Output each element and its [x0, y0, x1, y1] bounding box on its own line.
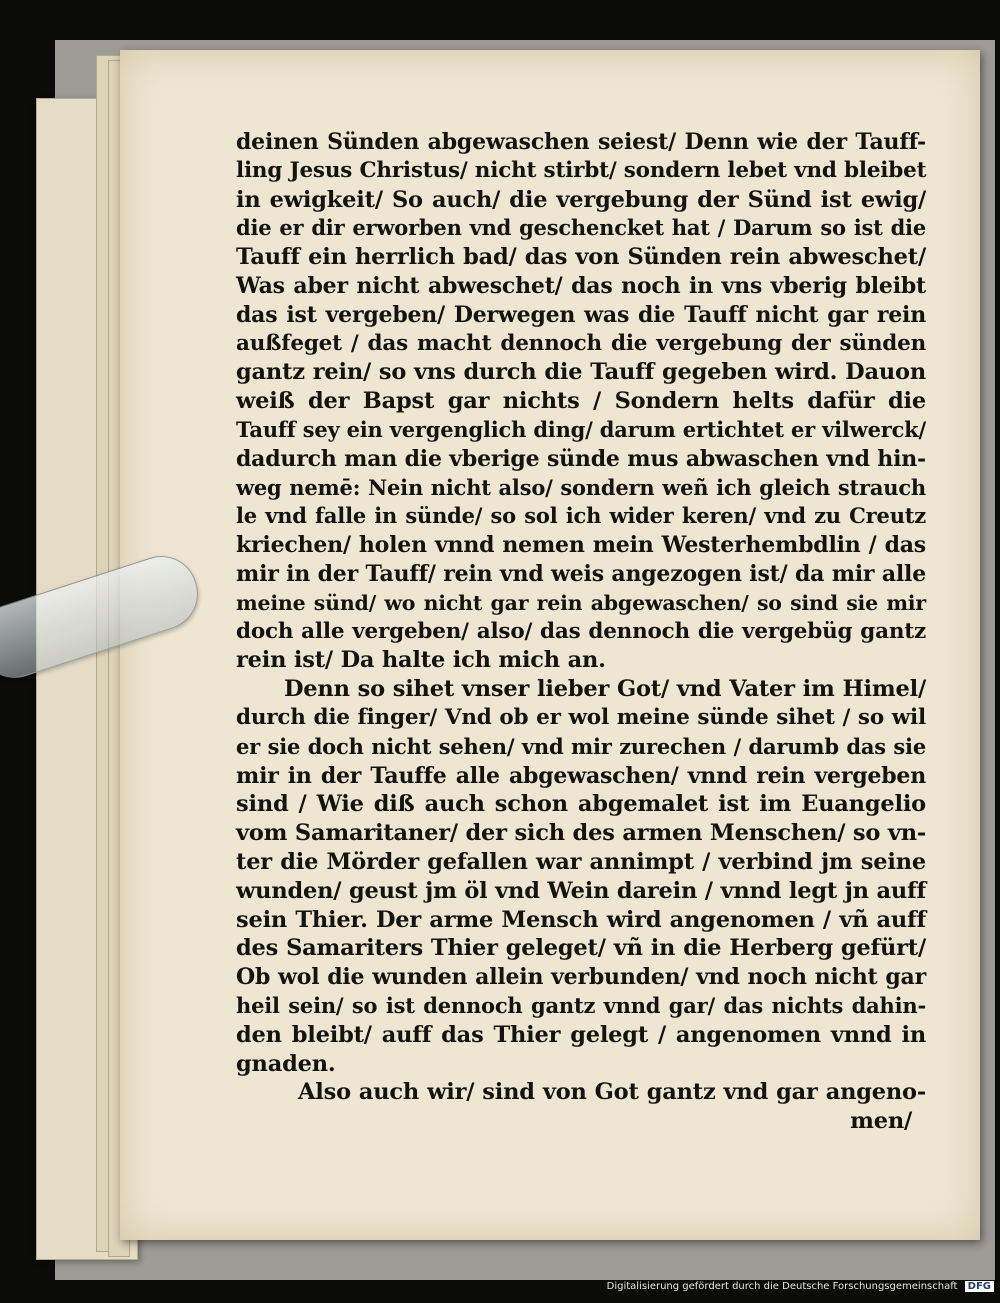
text-line: des Samariters Thier geleget/ vñ in die Herberg gefürt/	[236, 935, 926, 962]
text-line: rein ist/ Da halte ich mich an.	[236, 647, 606, 674]
text-line: doch alle vergeben/ also/ das dennoch die vergebüg gantz	[236, 618, 926, 644]
text-line: durch die finger/ Vnd ob er wol meine sünde sihet / so wil	[236, 704, 926, 730]
text-line: in ewigkeit/ So auch/ die vergebung der Sünd ist ewig/	[236, 186, 926, 213]
text-line: vom Samaritaner/ der sich des armen Menschen/ so vn-	[236, 820, 926, 847]
text-line: außfeget / das macht dennoch die vergebung der sünden	[236, 330, 926, 356]
text-line: sind / Wie diß auch schon abgemalet ist im Euangelio	[236, 791, 926, 818]
text-line: meine sünd/ wo nicht gar rein abgewaschen/ so sind sie mir	[236, 590, 926, 615]
text-line: heil sein/ so ist dennoch gantz vnnd gar/ das nichts dahin-	[236, 992, 926, 1018]
text-line: Ob wol die wunden allein verbunden/ vnd noch nicht gar	[236, 964, 926, 991]
text-line: er sie doch nicht sehen/ vnd mir zurechen / darumb das sie	[236, 733, 926, 759]
text-line: wunden/ geust jm öl vnd Wein darein / vnnd legt jn auff	[236, 877, 926, 904]
text-line: ter die Mörder gefallen war annimpt / verbind jm seine	[236, 848, 926, 875]
text-line: le vnd falle in sünde/ so sol ich wider keren/ vnd zu Creutz	[236, 503, 926, 529]
text-line: Tauff sey ein vergenglich ding/ darum ertichtet er vilwerck/	[236, 416, 926, 442]
paragraph-start-line: Also auch wir/ sind von Got gantz vnd gar angeno-	[298, 1079, 926, 1106]
paragraph-start-line: Denn so sihet vnser lieber Got/ vnd Vater im Himel/	[284, 676, 926, 703]
digitization-footer	[0, 1281, 994, 1297]
catchword-line: men/	[850, 1108, 912, 1135]
text-line: deinen Sünden abgewaschen seiest/ Denn wie der Tauff-	[236, 129, 926, 155]
text-line: den bleibt/ auff das Thier gelegt / angenomen vnnd in	[236, 1021, 926, 1048]
text-line: dadurch man die vberige sünde mus abwaschen vnd hin-	[236, 445, 926, 472]
text-line: gnaden.	[236, 1050, 336, 1077]
text-line: Tauff ein herrlich bad/ das von Sünden rein abweschet/	[236, 244, 926, 271]
text-line: mir in der Tauff/ rein vnd weis angezogen ist/ da mir alle	[236, 560, 926, 587]
footer-credit-text: Digitalisierung gefördert durch die Deutsche Forschungsgemeinschaft	[606, 1281, 958, 1292]
text-line: ling Jesus Christus/ nicht stirbt/ sondern lebet vnd bleibet	[236, 157, 927, 183]
text-line: mir in der Tauffe alle abgewaschen/ vnnd rein vergeben	[236, 762, 926, 789]
text-line: das ist vergeben/ Derwegen was die Tauff nicht gar rein	[236, 301, 926, 328]
text-line: gantz rein/ so vns durch die Tauff gegeben wird. Dauon	[236, 359, 926, 386]
text-line: weg nemē: Nein nicht also/ sondern weñ ich gleich strauch	[236, 474, 926, 500]
dfg-logo: DFG	[965, 1281, 994, 1292]
text-line: die er dir erworben vnd geschencket hat / Darum so ist die	[236, 215, 926, 241]
text-line: kriechen/ holen vnnd nemen mein Westerhembdlin / das	[236, 532, 926, 559]
text-line: Was aber nicht abweschet/ das noch in vns vberig bleibt	[236, 272, 926, 299]
text-line: weiß der Bapst gar nichts / Sondern helts dafür die	[236, 388, 926, 415]
page-text	[236, 128, 926, 1136]
text-line: sein Thier. Der arme Mensch wird angenomen / vñ auff	[236, 906, 926, 933]
